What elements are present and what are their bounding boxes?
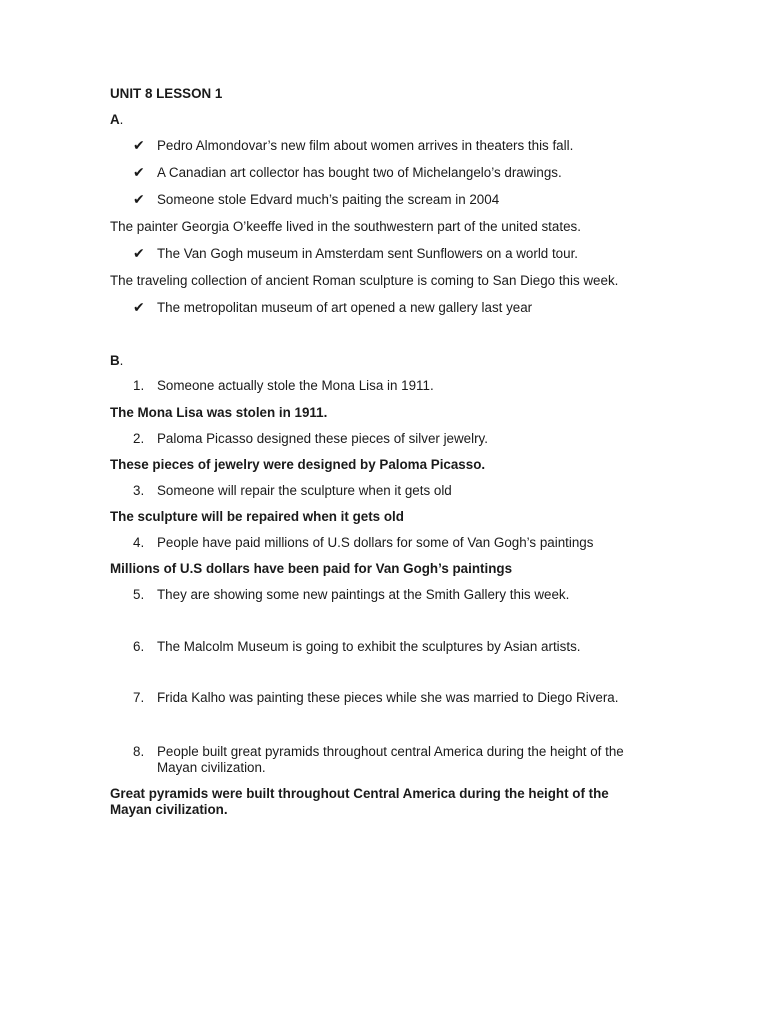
numbered-item: Frida Kalho was painting these pieces while she was married to Diego Rivera. [157, 690, 619, 705]
list-item: The metropolitan museum of art opened a new gallery last year [157, 300, 533, 315]
numbered-item: People have paid millions of U.S dollars for some of Van Gogh’s paintings [157, 535, 594, 550]
section-a-period: . [119, 112, 124, 127]
item-number: 8. [133, 744, 145, 759]
answer-sentence: The sculpture will be repaired when it gets old [110, 509, 404, 524]
section-b-period: . [119, 353, 124, 368]
checkmark-icon: ✔ [133, 191, 145, 207]
plain-sentence: The painter Georgia O’keeffe lived in the southwestern part of the united states. [110, 219, 581, 234]
page-title: UNIT 8 LESSON 1 [110, 86, 223, 101]
numbered-item: Someone will repair the sculpture when it gets old [157, 483, 452, 498]
plain-sentence: The traveling collection of ancient Roman sculpture is coming to San Diego this week. [110, 273, 619, 288]
item-number: 1. [133, 378, 145, 393]
checkmark-icon: ✔ [133, 137, 145, 153]
section-a-heading [110, 112, 123, 128]
item-number: 6. [133, 639, 145, 654]
section-b-heading [110, 353, 123, 369]
numbered-item: They are showing some new paintings at the Smith Gallery this week. [157, 587, 570, 602]
list-item: Pedro Almondovar’s new film about women arrives in theaters this fall. [157, 138, 574, 153]
checkmark-icon: ✔ [133, 164, 145, 180]
item-number: 2. [133, 431, 145, 446]
section-b-label: B [110, 353, 120, 368]
checkmark-icon: ✔ [133, 299, 145, 315]
numbered-item: Paloma Picasso designed these pieces of silver jewelry. [157, 431, 488, 446]
answer-sentence: The Mona Lisa was stolen in 1911. [110, 405, 328, 420]
checkmark-icon: ✔ [133, 245, 145, 261]
answer-sentence: Great pyramids were built throughout Central America during the height of the Mayan civilization. [110, 786, 609, 817]
list-item: A Canadian art collector has bought two of Michelangelo’s drawings. [157, 165, 562, 180]
numbered-item: People built great pyramids throughout central America during the height of the Mayan civilization. [157, 744, 624, 775]
item-number: 5. [133, 587, 145, 602]
item-number: 7. [133, 690, 145, 705]
answer-sentence: These pieces of jewelry were designed by Paloma Picasso. [110, 457, 486, 472]
numbered-item: Someone actually stole the Mona Lisa in 1911. [157, 378, 434, 393]
section-a-label: A [110, 112, 120, 127]
list-item: The Van Gogh museum in Amsterdam sent Sunflowers on a world tour. [157, 246, 579, 261]
item-number: 4. [133, 535, 145, 550]
numbered-item: The Malcolm Museum is going to exhibit the sculptures by Asian artists. [157, 639, 581, 654]
answer-sentence: Millions of U.S dollars have been paid for Van Gogh’s paintings [110, 561, 513, 576]
item-number: 3. [133, 483, 145, 498]
list-item: Someone stole Edvard much’s paiting the scream in 2004 [157, 192, 500, 207]
